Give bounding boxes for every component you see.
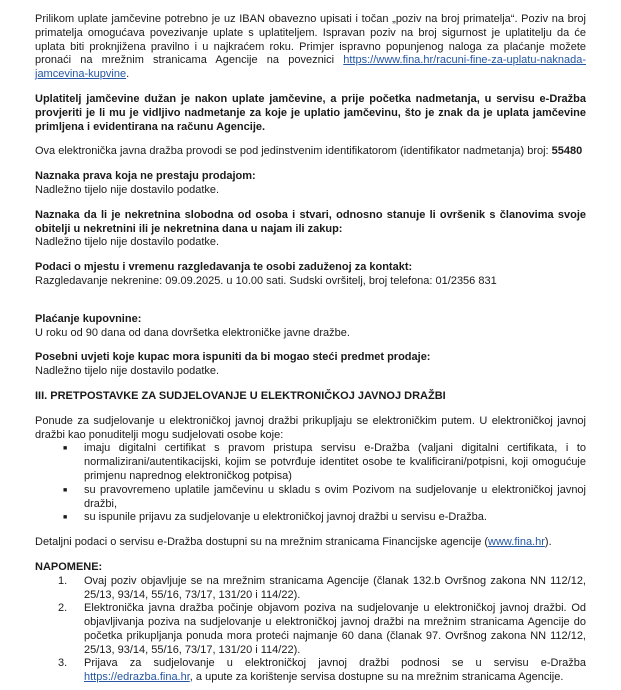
bullet-item	[35, 511, 586, 525]
fina-payment-link[interactable]: https://www.fina.hr/racuni-fine-za-uplatu-naknada-jamcevina-kupvine	[35, 54, 586, 81]
edrazba-link[interactable]: https://edrazba.fina.hr	[84, 671, 190, 684]
section-value: Nadležno tijelo nije dostavilo podatke.	[35, 236, 220, 249]
section-razgledavanje	[35, 261, 586, 289]
paragraph-uplatitelj-obveza: Uplatitelj jamčevine dužan je nakon uplate jamčevine, a prije početka nadmetanja, u servisu e-Dražba provjeriti je li mu je vidljivo nadmetanje za koje je uplatio jamčevinu, što je znak da je uplata jamčevine primljena i evidentirana na računu Agencije.	[35, 92, 586, 133]
bullet-text: su ispunile prijavu za sudjelovanje u elektroničkoj javnoj dražbi u servisu e-Dražba.	[84, 511, 487, 524]
paragraph-suffix: ).	[544, 536, 552, 549]
paragraph-text: Detaljni podaci o servisu e-Dražba dostupni su na mrežnim stranicama Financijske agencije (	[35, 536, 489, 549]
square-bullet-icon: ■	[63, 445, 68, 453]
item-number: 3.	[58, 657, 68, 670]
section-value: Nadležno tijelo nije dostavilo podatke.	[35, 183, 220, 196]
section-label: Podaci o mjestu i vremenu razgledavanja te osobi zaduženoj za kontakt:	[35, 261, 413, 274]
napomene-heading: NAPOMENE:	[35, 560, 103, 573]
bullet-text: imaju digitalni certifikat s pravom pristupa servisu e-Dražba (valjani digitalni certifikata, i to normalizirani/autentikacijski, kojim se potvrđuje identitet osobe te kvalificirani/potpisni, koji omogućuje primjenu naprednog elektroničkog potpisa)	[84, 442, 586, 482]
section-iii-heading: III. PRETPOSTAVKE ZA SUDJELOVANJE U ELEKTRONIČKOJ JAVNOJ DRAŽBI	[35, 389, 446, 402]
napomena-item-partial	[35, 657, 586, 685]
section-label: Naznaka prava koja ne prestaju prodajom:	[35, 170, 256, 183]
item-text: Prijava za sudjelovanje u elektroničkoj javnoj dražbi podnosi se u servisu e-Dražba https://edrazba.fina.hr, a upute za korištenje servisa dostupne su na mrežnim stranicama Agencije.	[84, 657, 586, 684]
section-nekretnina-slobodna	[35, 209, 586, 250]
conditions-bullet-list	[35, 442, 586, 525]
paragraph-suffix: .	[126, 68, 130, 81]
napomene-list	[35, 575, 586, 685]
item-text: Elektronička javna dražba počinje objavom poziva na sudjelovanje u elektroničkoj javnoj dražbi. Od objavljivanja poziva na sudjelovanje u elektroničkoj javnoj dražbi na mrežnim stranicama Agencije do početka prikupljanja ponuda mora proteći najmanje 60 dana (članak 97. Ovršnog zakona NN 112/12, 25/13, 93/14, 55/16, 73/17, 131/20 i 114/22).	[84, 602, 586, 656]
section-posebni-uvjeti	[35, 351, 586, 379]
item-number: 2.	[58, 602, 68, 615]
square-bullet-icon: ■	[63, 514, 68, 522]
bullet-item	[35, 484, 586, 512]
napomena-item	[35, 575, 586, 603]
paragraph-text: Prilikom uplate jamčevine potrebno je uz IBAN obavezno upisati i točan „poziv na broj primatelja“. Poziv na broj primatelja omogućava povezivanje uplate s uplatiteljem. Ispravan poziv na broj sigurnost je uplatitelju da će uplata biti proknjižena pravilno i u najkraćem roku. Primjer ispravno popunjenog naloga za plaćanje možete pronaći na mrežnim stranicama Agencije na poveznici	[35, 13, 586, 67]
section-label: Naznaka da li je nekretnina slobodna od osoba i stvari, odnosno stanuje li ovršenik s članovima svoje obitelji u nekretnini ili je nekretnina dana u najam ili zakup:	[35, 208, 586, 235]
section-value: Razgledavanje nekrenine: 09.09.2025. u 10.00 sati. Sudski ovršitelj, broj telefona: 01/2356 831	[35, 274, 497, 287]
section-value: Nadležno tijelo nije dostavilo podatke.	[35, 365, 220, 378]
item-number: 1.	[58, 574, 68, 587]
paragraph-identifikator	[35, 145, 586, 159]
section-placanje-kupovnine	[35, 313, 586, 341]
item-text: Ovaj poziv objavljuje se na mrežnim stranicama Agencije (članak 132.b Ovršnog zakona NN 112/12, 25/13, 93/14, 55/16, 73/17, 131/20 i 114/22).	[84, 574, 586, 601]
section-iii-intro: Ponude za sudjelovanje u elektroničkoj javnoj dražbi prikupljaju se elektroničkim putem. U elektroničkoj javnoj dražbi kao ponuditelji mogu sudjelovati osobe koje:	[35, 414, 586, 441]
section-value: U roku od 90 dana od dana dovršetka elektroničke javne dražbe.	[35, 326, 350, 339]
identifikator-number: 55480	[551, 145, 583, 158]
napomena-item	[35, 602, 586, 657]
fina-homepage-link[interactable]: www.fina.hr	[488, 536, 545, 549]
paragraph-uplata-jamcevine	[35, 13, 586, 82]
section-label: Posebni uvjeti koje kupac mora ispuniti da bi mogao steći predmet prodaje:	[35, 351, 431, 364]
section-naznaka-prava	[35, 170, 586, 198]
paragraph-detaljni-podaci	[35, 536, 586, 550]
bullet-text: su pravovremeno uplatile jamčevinu u skladu s ovim Pozivom na sudjelovanje u elektroničkoj javnoj dražbi,	[84, 483, 586, 510]
square-bullet-icon: ■	[63, 486, 68, 494]
section-label: Plaćanje kupovnine:	[35, 312, 142, 325]
identifikator-text: Ova elektronička javna dražba provodi se pod jedinstvenim identifikatorom (identifikator nadmetanja) broj:	[35, 145, 552, 158]
bullet-item	[35, 442, 586, 483]
